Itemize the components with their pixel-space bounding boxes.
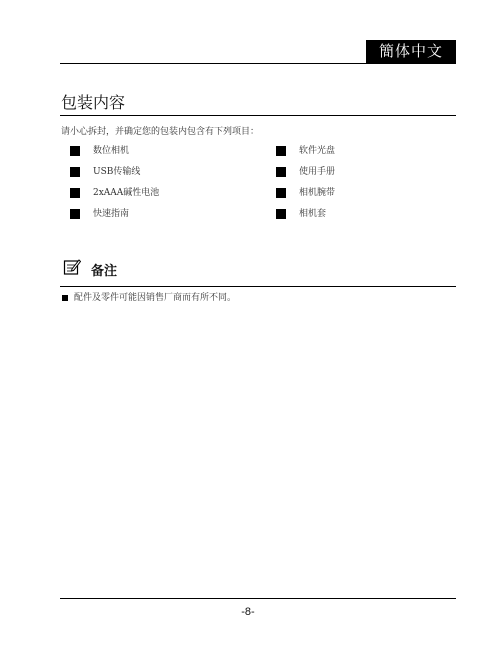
intro-text: 请小心拆封，并确定您的包装内包含有下列项目： [61,127,260,137]
package-item-label: 2xAAA碱性电池 [93,188,160,198]
language-tab: 簡体中文 [366,40,456,63]
package-item-label: 使用手册 [299,167,336,177]
header-rule [60,63,456,64]
bullet-square-icon [70,146,80,156]
bullet-square-icon [276,146,286,156]
note-rule [60,286,456,287]
page-number: -8- [241,606,255,618]
footer-rule [60,598,456,599]
bullet-square-icon [276,209,286,219]
bullet-square-icon [276,167,286,177]
section-title: 包装内容 [61,93,126,112]
package-item-label: USB传输线 [93,167,141,177]
bullet-square-icon [70,167,80,177]
section-title-rule [60,115,456,116]
package-item-label: 相机腕带 [299,188,336,198]
bullet-square-icon [70,209,80,219]
bullet-square-icon [62,295,68,301]
package-item-label: 相机套 [299,209,327,219]
package-item-label: 快速指南 [93,209,130,219]
bullet-square-icon [70,188,80,198]
bullet-square-icon [276,188,286,198]
note-text: 配件及零件可能因销售厂商而有所不同。 [74,293,237,303]
note-title: 备注 [91,264,118,279]
note-pad-icon [63,258,81,276]
package-item-label: 软件光盘 [299,146,336,156]
package-item-label: 数位相机 [93,146,130,156]
